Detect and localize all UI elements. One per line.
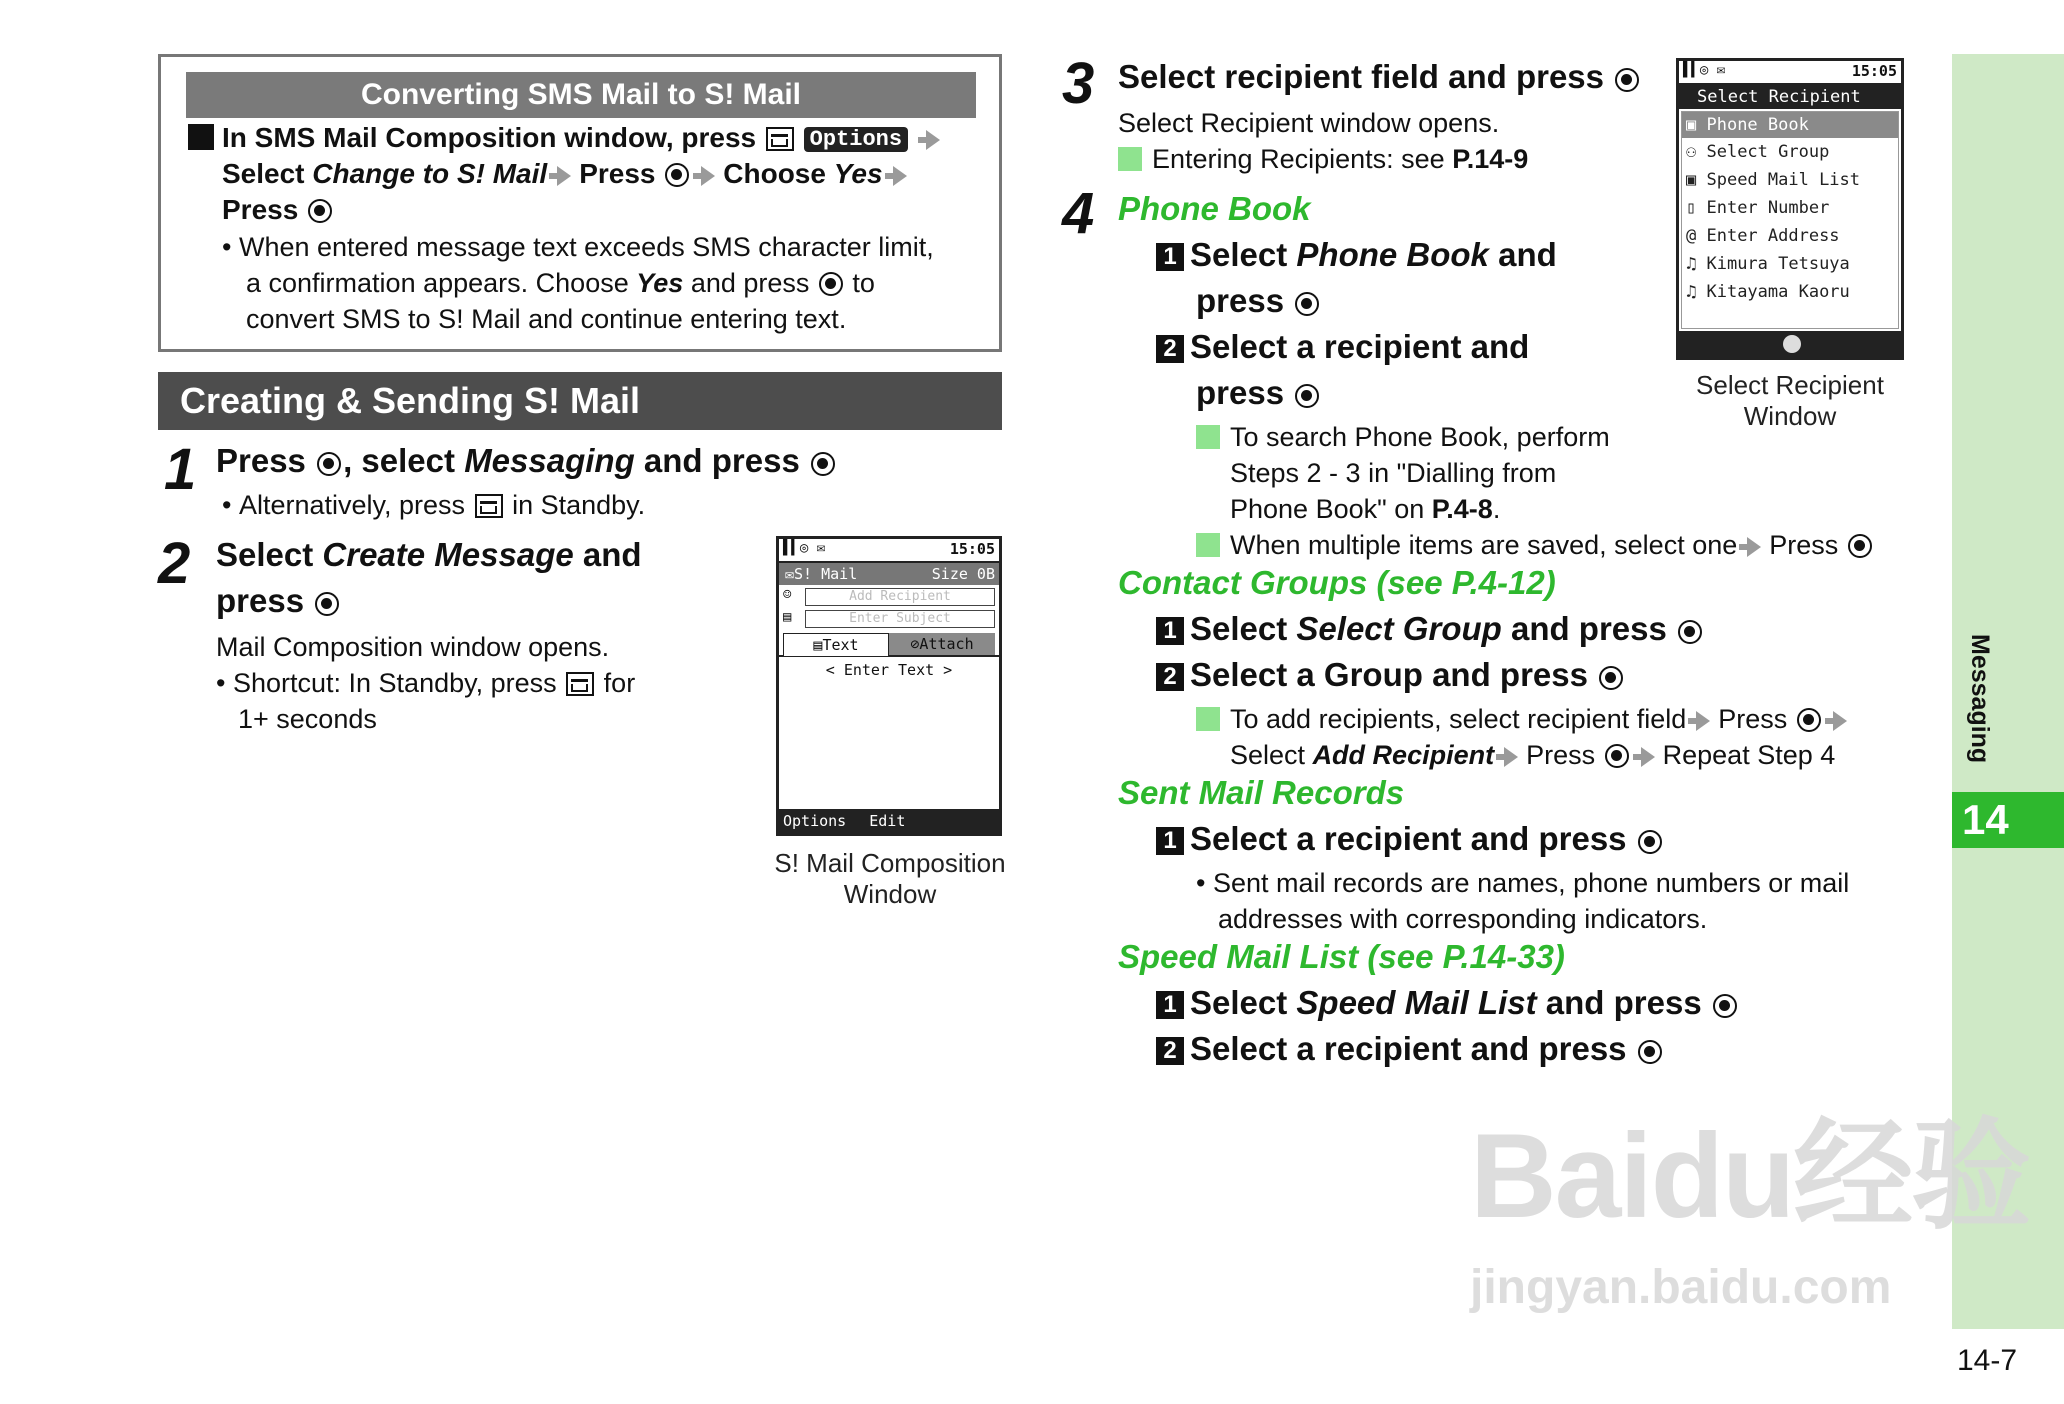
menu-item-phone-book[interactable]: ▣ Phone Book xyxy=(1682,112,1898,138)
phone-screen-select-recipient xyxy=(1676,58,1904,360)
select-recipient-header: Select Recipient xyxy=(1679,85,1901,109)
sent-mail-records-step-1: 1 Select a recipient and press xyxy=(1156,820,1664,858)
callout-line-3: Press xyxy=(222,194,334,226)
menu-item-enter-address[interactable]: @ Enter Address xyxy=(1686,226,1840,246)
contact-groups-heading: Contact Groups (see P.4-12) xyxy=(1118,564,1556,601)
page-number: 14-7 xyxy=(1957,1344,2018,1377)
green-square-icon xyxy=(1196,425,1220,449)
add-recipient-field[interactable]: Add Recipient xyxy=(805,588,995,606)
menu-item-contact[interactable]: ♫ Kimura Tetsuya xyxy=(1686,254,1850,274)
center-key-icon xyxy=(317,452,341,476)
center-key-icon xyxy=(1797,708,1821,732)
step-badge: 1 xyxy=(1156,243,1184,271)
center-key-icon xyxy=(1638,1040,1662,1064)
menu-item-select-group[interactable]: ⚇ Select Group xyxy=(1686,142,1830,162)
sent-mail-records-note-line-2: addresses with corresponding indicators. xyxy=(1218,904,1708,934)
phone-book-step-1-line-1: 1 Select Phone Book and xyxy=(1156,236,1557,274)
center-key-icon xyxy=(1615,68,1639,92)
center-key-icon xyxy=(665,163,689,187)
center-key-icon xyxy=(811,452,835,476)
phone-1-caption: S! Mail Composition Window xyxy=(774,848,1006,909)
center-key-icon xyxy=(1848,534,1872,558)
arrow-icon xyxy=(926,130,940,150)
step-badge: 1 xyxy=(1156,827,1184,855)
phone-book-note-1-line-3: Phone Book" on P.4-8. xyxy=(1230,494,1501,524)
callout-bullet-line-1: • When entered message text exceeds SMS character limit, xyxy=(222,232,934,262)
recipient-menu-list xyxy=(1681,111,1899,329)
tab-row xyxy=(779,629,999,657)
enter-subject-field[interactable]: Enter Subject xyxy=(805,610,995,628)
arrow-icon xyxy=(701,166,715,186)
speed-mail-list-heading: Speed Mail List (see P.14-33) xyxy=(1118,938,1565,975)
step-1-note: • Alternatively, press in Standby. xyxy=(222,490,646,520)
subject-field-row xyxy=(779,607,999,629)
arrow-icon xyxy=(1833,711,1847,731)
step-1-title: Press , select Messaging and press xyxy=(216,442,837,480)
step-number-4: 4 xyxy=(1062,181,1095,246)
green-square-icon xyxy=(1118,147,1142,171)
step-2-description: Mail Composition window opens. xyxy=(216,632,610,662)
phone-book-step-1-line-2: press xyxy=(1196,282,1321,320)
menu-item-enter-number[interactable]: ▯ Enter Number xyxy=(1686,198,1830,218)
signal-icon: ▌▍◎ ✉ xyxy=(1683,62,1726,78)
menu-item-contact[interactable]: ♫ Kitayama Kaoru xyxy=(1686,282,1850,302)
center-key-icon xyxy=(1713,994,1737,1018)
phone-book-heading: Phone Book xyxy=(1118,190,1311,227)
step-3-note: Entering Recipients: see P.14-9 xyxy=(1118,144,1528,175)
mail-key-icon xyxy=(475,494,503,518)
phone-book-note-2: When multiple items are saved, select one Press xyxy=(1196,530,1874,561)
watermark-logo: Baidu经验 xyxy=(1470,1109,2030,1243)
step-badge: 2 xyxy=(1156,335,1184,363)
mail-key-icon xyxy=(766,127,794,151)
mail-icon: ✉ xyxy=(785,565,795,583)
center-key-icon[interactable] xyxy=(1783,335,1801,353)
sent-mail-records-note-line-1: • Sent mail records are names, phone numbers or mail xyxy=(1196,868,1850,898)
square-bullet-icon xyxy=(188,124,214,150)
mail-key-icon xyxy=(566,672,594,696)
tab-text[interactable]: ▤Text xyxy=(783,633,889,656)
phone-book-step-2-line-1: 2 Select a recipient and xyxy=(1156,328,1529,366)
status-bar xyxy=(779,539,999,563)
center-key-icon xyxy=(315,592,339,616)
phone-book-step-2-line-2: press xyxy=(1196,374,1321,412)
contact-groups-step-1: 1 Select Select Group and press xyxy=(1156,610,1704,648)
speed-mail-list-step-1: 1 Select Speed Mail List and press xyxy=(1156,984,1739,1022)
center-key-icon xyxy=(1638,830,1662,854)
phone-2-caption: Select Recipient Window xyxy=(1696,370,1884,431)
arrow-icon xyxy=(1696,711,1710,731)
step-badge: 2 xyxy=(1156,1037,1184,1065)
callout-line-1: In SMS Mail Composition window, press Options xyxy=(188,122,948,154)
text-body-placeholder[interactable]: < Enter Text > xyxy=(825,661,953,679)
soft-key-edit[interactable]: Edit xyxy=(869,812,906,830)
center-key-icon xyxy=(1295,292,1319,316)
step-badge: 1 xyxy=(1156,617,1184,645)
center-key-icon xyxy=(1599,666,1623,690)
sent-mail-records-heading: Sent Mail Records xyxy=(1118,774,1405,811)
callout-bullet-line-3: convert SMS to S! Mail and continue entering text. xyxy=(246,304,847,334)
step-number-2: 2 xyxy=(158,531,191,596)
callout-line-2: Select Change to S! Mail Press Choose Yes xyxy=(222,158,915,190)
step-2-note-line-2: 1+ seconds xyxy=(238,704,377,734)
document-icon: ▤ xyxy=(783,609,792,625)
arrow-icon xyxy=(1504,747,1518,767)
menu-item-speed-mail-list[interactable]: ▣ Speed Mail List xyxy=(1686,170,1861,190)
center-key-icon xyxy=(308,199,332,223)
tab-attach[interactable]: ⊘Attach xyxy=(889,633,995,655)
contact-groups-note-line-2: Select Add Recipient Press Repeat Step 4 xyxy=(1230,740,1836,770)
chapter-tab-label: Messaging xyxy=(1966,634,1994,764)
step-badge: 2 xyxy=(1156,663,1184,691)
arrow-icon xyxy=(557,166,571,186)
contact-groups-step-2: 2 Select a Group and press xyxy=(1156,656,1625,694)
arrow-icon xyxy=(1641,747,1655,767)
soft-key-bar xyxy=(779,809,999,833)
clock: 15:05 xyxy=(949,540,995,558)
step-number-3: 3 xyxy=(1062,51,1095,116)
center-key-icon xyxy=(1295,384,1319,408)
step-2-title-line-1: Select Create Message and xyxy=(216,536,642,573)
mail-header-bar: ✉S! Mail Size 0B xyxy=(779,563,999,585)
options-key-label: Options xyxy=(804,127,908,152)
step-3-description: Select Recipient window opens. xyxy=(1118,108,1500,138)
status-bar xyxy=(1679,61,1901,85)
green-square-icon xyxy=(1196,707,1220,731)
chapter-number: 14 xyxy=(1952,792,2064,848)
center-key-icon xyxy=(1678,620,1702,644)
callout-bullet-line-2: a confirmation appears. Choose Yes and press to xyxy=(246,268,875,298)
phone-book-note-1-line-1: To search Phone Book, perform xyxy=(1196,422,1610,453)
recipient-field-row xyxy=(779,585,999,607)
callout-title: Converting SMS Mail to S! Mail xyxy=(186,72,976,118)
step-2-title-line-2: press xyxy=(216,582,341,620)
contact-groups-note-line-1: To add recipients, select recipient field Press xyxy=(1196,704,1855,735)
person-icon: ☺ xyxy=(783,587,792,603)
arrow-icon xyxy=(893,166,907,186)
step-badge: 1 xyxy=(1156,991,1184,1019)
clock: 15:05 xyxy=(1851,62,1897,80)
speed-mail-list-step-2: 2 Select a recipient and press xyxy=(1156,1030,1664,1068)
step-2-note-line-1: • Shortcut: In Standby, press for xyxy=(216,668,636,698)
center-key-icon xyxy=(1605,744,1629,768)
step-3-title: Select recipient field and press xyxy=(1118,58,1641,96)
center-key-icon xyxy=(819,272,843,296)
phone-screen-mail-composition xyxy=(776,536,1002,836)
watermark-url: jingyan.baidu.com xyxy=(1470,1261,1892,1314)
green-square-icon xyxy=(1196,533,1220,557)
step-number-1: 1 xyxy=(164,437,197,502)
soft-key-bar xyxy=(1679,331,1901,357)
section-title: Creating & Sending S! Mail xyxy=(158,372,1002,430)
arrow-icon xyxy=(1747,537,1761,557)
signal-icon: ▌▍◎ ✉ xyxy=(783,540,826,556)
soft-key-options[interactable]: Options xyxy=(783,812,847,830)
phone-book-note-1-line-2: Steps 2 - 3 in "Dialling from xyxy=(1230,458,1557,488)
